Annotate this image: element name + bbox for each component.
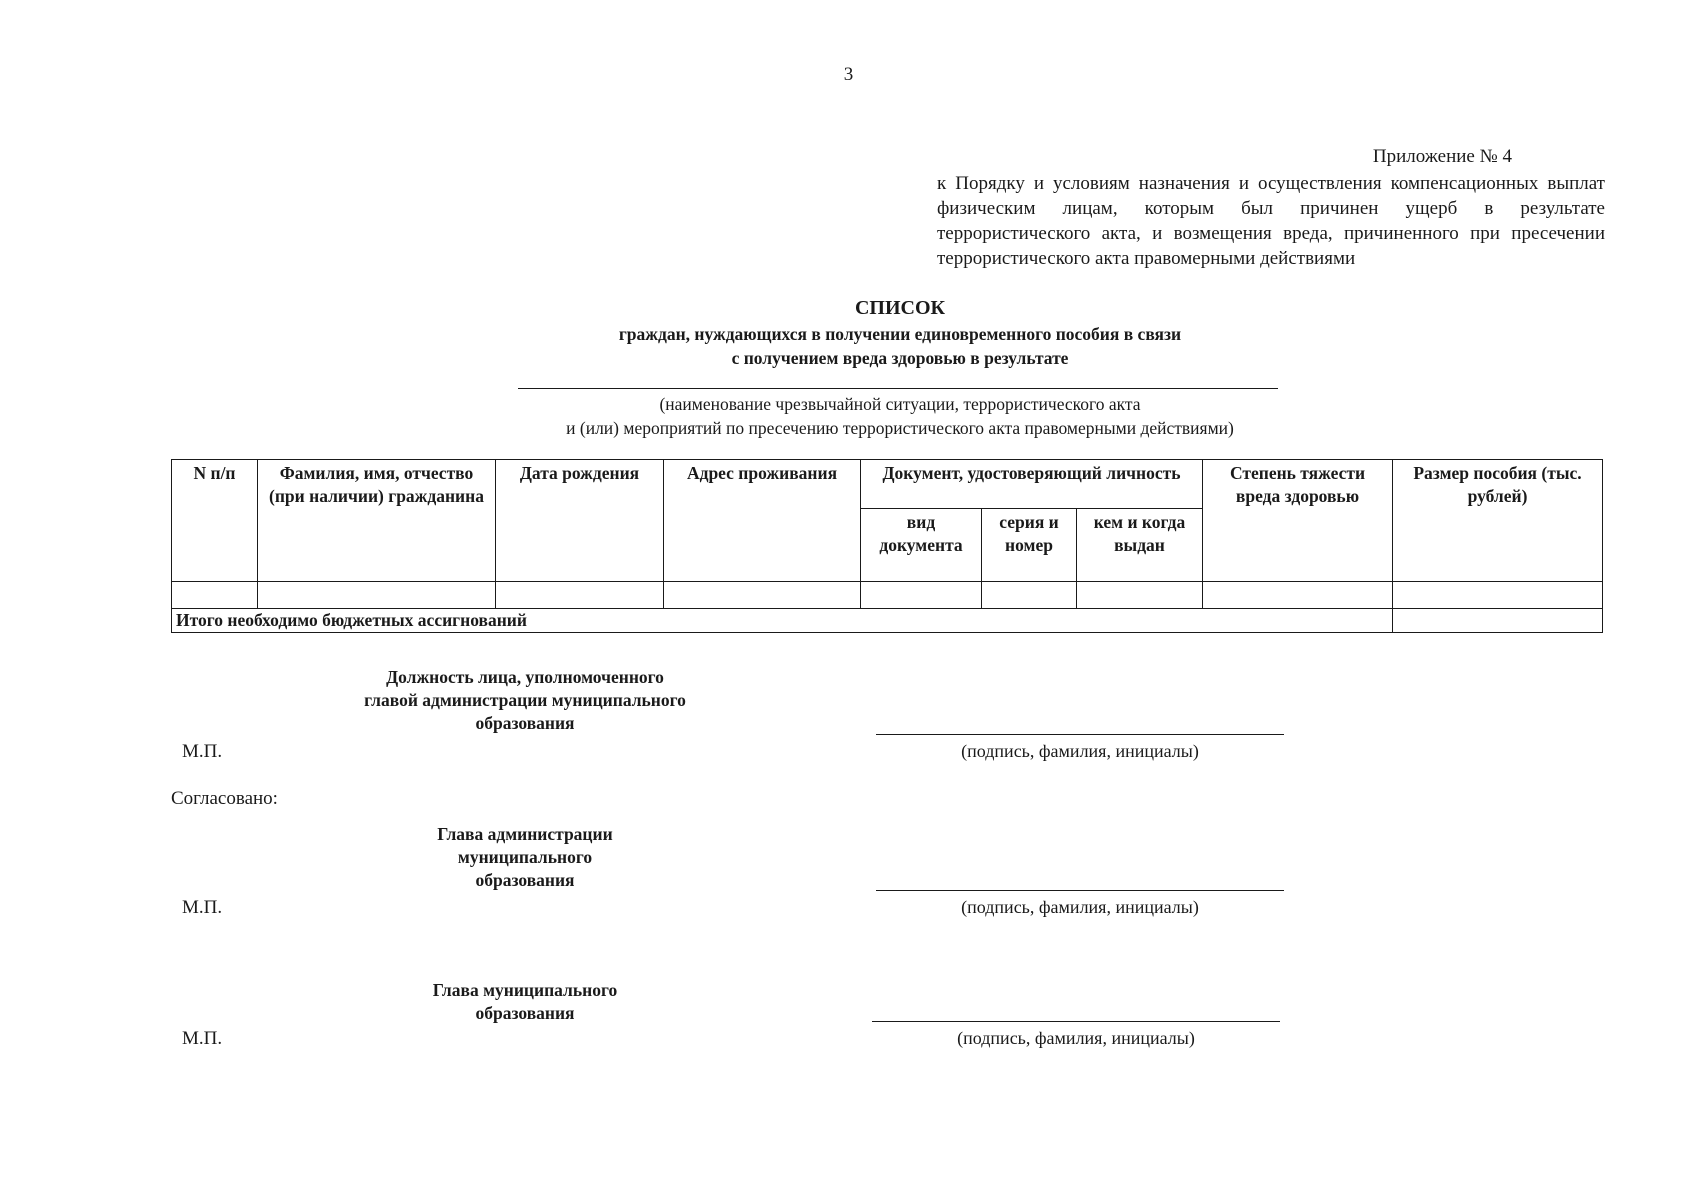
page-number: 3 (843, 64, 854, 85)
header-identity-document: Документ, удостоверяющий личность (861, 460, 1203, 509)
table-total-row (172, 609, 1603, 633)
head-municipality-line1: Глава муниципального (432, 980, 618, 1000)
header-severity: Степень тяжести вреда здоровью (1203, 460, 1393, 582)
official-position-line2: главой администрации муниципального (364, 690, 686, 710)
signature-line (872, 1021, 1280, 1022)
table-cell (664, 582, 861, 609)
total-label: Итого необходимо бюджетных ассигнований (172, 609, 1393, 633)
official-position-line3: образования (475, 713, 575, 733)
header-doc-series: серия и номер (982, 509, 1077, 582)
header-address: Адрес проживания (664, 460, 861, 582)
table-header-row (172, 460, 1603, 509)
stamp-mark: М.П. (182, 741, 223, 762)
head-municipality-title (320, 979, 730, 1025)
table-cell (1393, 582, 1603, 609)
event-name-hint-line1: (наименование чрезвычайной ситуации, террористического акта (659, 394, 1141, 414)
table-cell (258, 582, 496, 609)
header-num: N п/п (172, 460, 258, 582)
head-administration-line3: образования (475, 870, 575, 890)
event-name-blank-line (518, 388, 1278, 389)
header-fio: Фамилия, имя, отчество (при наличии) гражданина (258, 460, 496, 582)
header-doc-type: вид документа (861, 509, 982, 582)
head-administration-title (320, 823, 730, 892)
document-subtitle-line1: граждан, нуждающихся в получении единовременного пособия в связи (618, 324, 1182, 344)
table-cell (861, 582, 982, 609)
head-administration-line2: муниципального (457, 847, 593, 867)
stamp-mark: М.П. (182, 1028, 223, 1049)
stamp-mark: М.П. (182, 897, 223, 918)
document-subtitle-line2: с получением вреда здоровью в результате (731, 348, 1069, 368)
table-row (172, 582, 1603, 609)
signature-caption: (подпись, фамилия, инициалы) (961, 897, 1199, 917)
signature-caption: (подпись, фамилия, инициалы) (957, 1028, 1195, 1048)
signature-line (876, 890, 1284, 891)
signature-line (876, 734, 1284, 735)
header-amount: Размер пособия (тыс. рублей) (1393, 460, 1603, 582)
appendix-text: к Порядку и условиям назначения и осуществления компенсационных выплат физическим лицам, которым был причинен ущерб в результате террористического акта, и возмещения вреда, причиненного при пресечении террористического акта правомерными действиями (937, 173, 1605, 269)
header-birth-date: Дата рождения (496, 460, 664, 582)
head-municipality-line2: образования (475, 1003, 575, 1023)
document-subtitle (0, 322, 1697, 370)
table-cell (496, 582, 664, 609)
citizens-table (171, 459, 1603, 633)
event-name-hint (0, 392, 1697, 440)
official-position-title (300, 666, 750, 735)
header-doc-issued: кем и когда выдан (1077, 509, 1203, 582)
appendix-title: Приложение № 4 (1372, 146, 1512, 167)
document-title: СПИСОК (854, 297, 946, 319)
table-cell (1203, 582, 1393, 609)
signature-caption: (подпись, фамилия, инициалы) (961, 741, 1199, 761)
table-cell (982, 582, 1077, 609)
official-position-line1: Должность лица, уполномоченного (386, 667, 664, 687)
event-name-hint-line2: и (или) мероприятий по пресечению террористического акта правомерными действиями) (566, 418, 1234, 438)
table-cell (1077, 582, 1203, 609)
total-amount-cell (1393, 609, 1603, 633)
head-administration-line1: Глава администрации (437, 824, 613, 844)
table-cell (172, 582, 258, 609)
agreed-label: Согласовано: (171, 788, 278, 809)
